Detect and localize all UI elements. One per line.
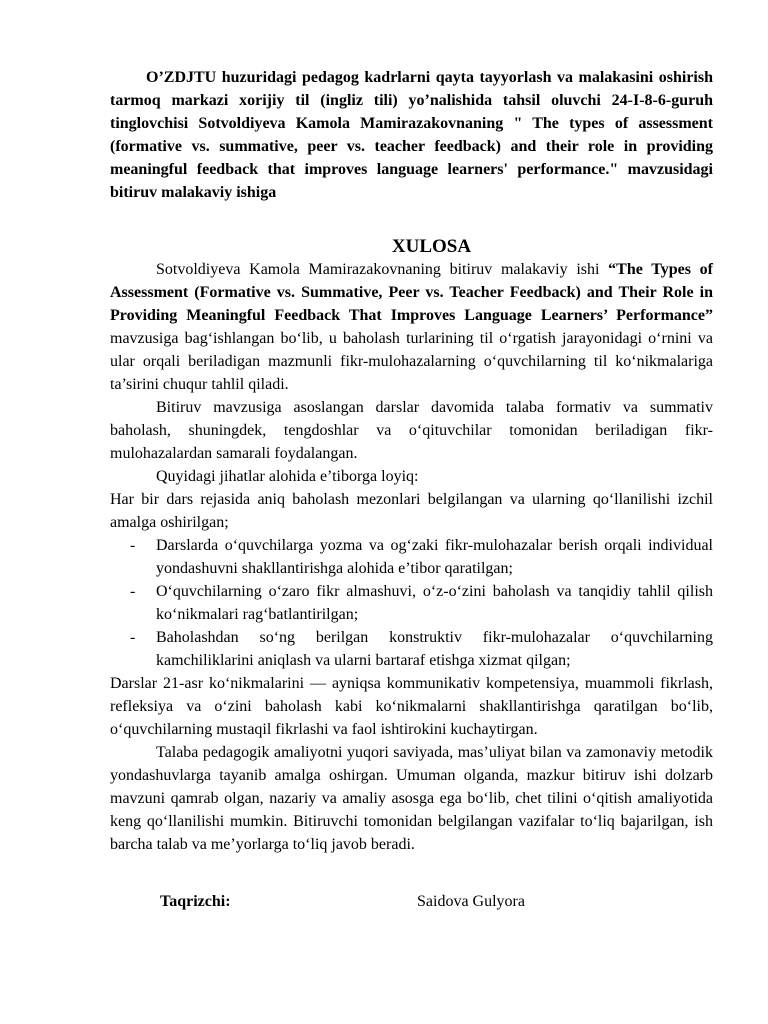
list-item — [130, 580, 713, 626]
reviewer-label: Taqrizchi: — [160, 893, 231, 910]
paragraph-summary: Talaba pedagogik amaliyotni yuqori saviyada, mas’uliyat bilan va zamonaviy metodik yondashuvlarga tayanib amalga oshirgan. Umuman olganda, mazkur bitiruv ishi dolzarb mavzuni qamrab olgan, nazariy va amaliy asosga ega bo‘lib, chet tilini o‘qitish amaliyotida keng qo‘llanilishi mumkin. Bitiruvchi tomonidan belgilangan vazifalar to‘liq bajarilgan, ish barcha talab va me’yorlarga to‘liq javob beradi. — [110, 744, 713, 853]
document-page — [110, 66, 713, 913]
intro-text-end: mavzusiga bag‘ishlangan bo‘lib, u baholash turlarining til o‘rgatish jarayonidagi o‘rnini va ular orqali beriladigan mazmunli fikr-mulohazalarning o‘quvchilarning til ko‘nikmalariga ta’sirini chuqur tahlil qiladi. — [110, 330, 713, 393]
aspects-list — [110, 534, 713, 672]
intro-text-start: Sotvoldiyeva Kamola Mamirazakovnaning bitiruv malakaviy ishi — [156, 261, 609, 278]
list-item — [130, 626, 713, 672]
document-heading: O’ZDJTU huzuridagi pedagog kadrlarni qayta tayyorlash va malakasini oshirish tarmoq markazi xorijiy til (ingliz tili) yo’nalishida tahsil oluvchi 24-I-8-6-guruh tinglovchisi Sotvoldiyeva Kamola Mamirazakovnaning " The types of assessment (formative vs. summative, peer vs. teacher feedback) and their role in providing meaningful feedback that improves language learners' performance." mavzusidagi bitiruv malakaviy ishiga — [110, 69, 713, 201]
list-item — [130, 534, 713, 580]
dash-bullet: - — [130, 629, 136, 646]
list-item-text: Baholashdan so‘ng berilgan konstruktiv fikr-mulohazalar o‘quvchilarning kamchiliklarini aniqlash va ularni bartaraf etishga xizmat qilgan; — [156, 629, 713, 669]
signature-row — [110, 890, 713, 913]
paragraph-notable-aspects: Quyidagi jihatlar alohida e’tiborga loyiq: — [156, 468, 419, 485]
paragraph-criteria: Har bir dars rejasida aniq baholash mezonlari belgilangan va ularning qo‘llanilishi izchil amalga oshirilgan; — [110, 491, 713, 531]
dash-bullet: - — [130, 537, 136, 554]
reviewer-name: Saidova Gulyora — [417, 893, 525, 910]
conclusion-title: XULOSA — [391, 236, 472, 257]
list-item-text: O‘quvchilarning o‘zaro fikr almashuvi, o‘z-o‘zini baholash va tanqidiy tahlil qilish ko‘nikmalari rag‘batlantirilgan; — [156, 583, 713, 623]
thesis-title-bold: “The Types of Assessment (Formative vs. Summative, Peer vs. Teacher Feedback) and Their Role in Providing Meaningful Feedback That Improves Language Learners’ Performance” — [110, 261, 714, 324]
list-item-text: Darslarda o‘quvchilarga yozma va og‘zaki fikr-mulohazalar berish orqali individual yondashuvni shakllantirishga alohida e’tibor qaratilgan; — [156, 537, 713, 577]
spacer — [110, 204, 713, 235]
paragraph-methods: Bitiruv mavzusiga asoslangan darslar davomida talaba formativ va summativ baholash, shuningdek, tengdoshlar va o‘qituvchilar tomonidan beriladigan fikr-mulohazalardan samarali foydalangan. — [110, 399, 713, 462]
paragraph-intro — [110, 258, 713, 396]
paragraph-skills: Darslar 21-asr ko‘nikmalarini — ayniqsa kommunikativ kompetensiya, muammoli fikrlash, refleksiya va o‘zini baholash kabi ko‘nikmalarni shakllantirishga qaratilgan bo‘lib, o‘quvchilarning mustaqil fikrlashi va faol ishtirokini kuchaytirgan. — [110, 675, 713, 738]
dash-bullet: - — [130, 583, 136, 600]
